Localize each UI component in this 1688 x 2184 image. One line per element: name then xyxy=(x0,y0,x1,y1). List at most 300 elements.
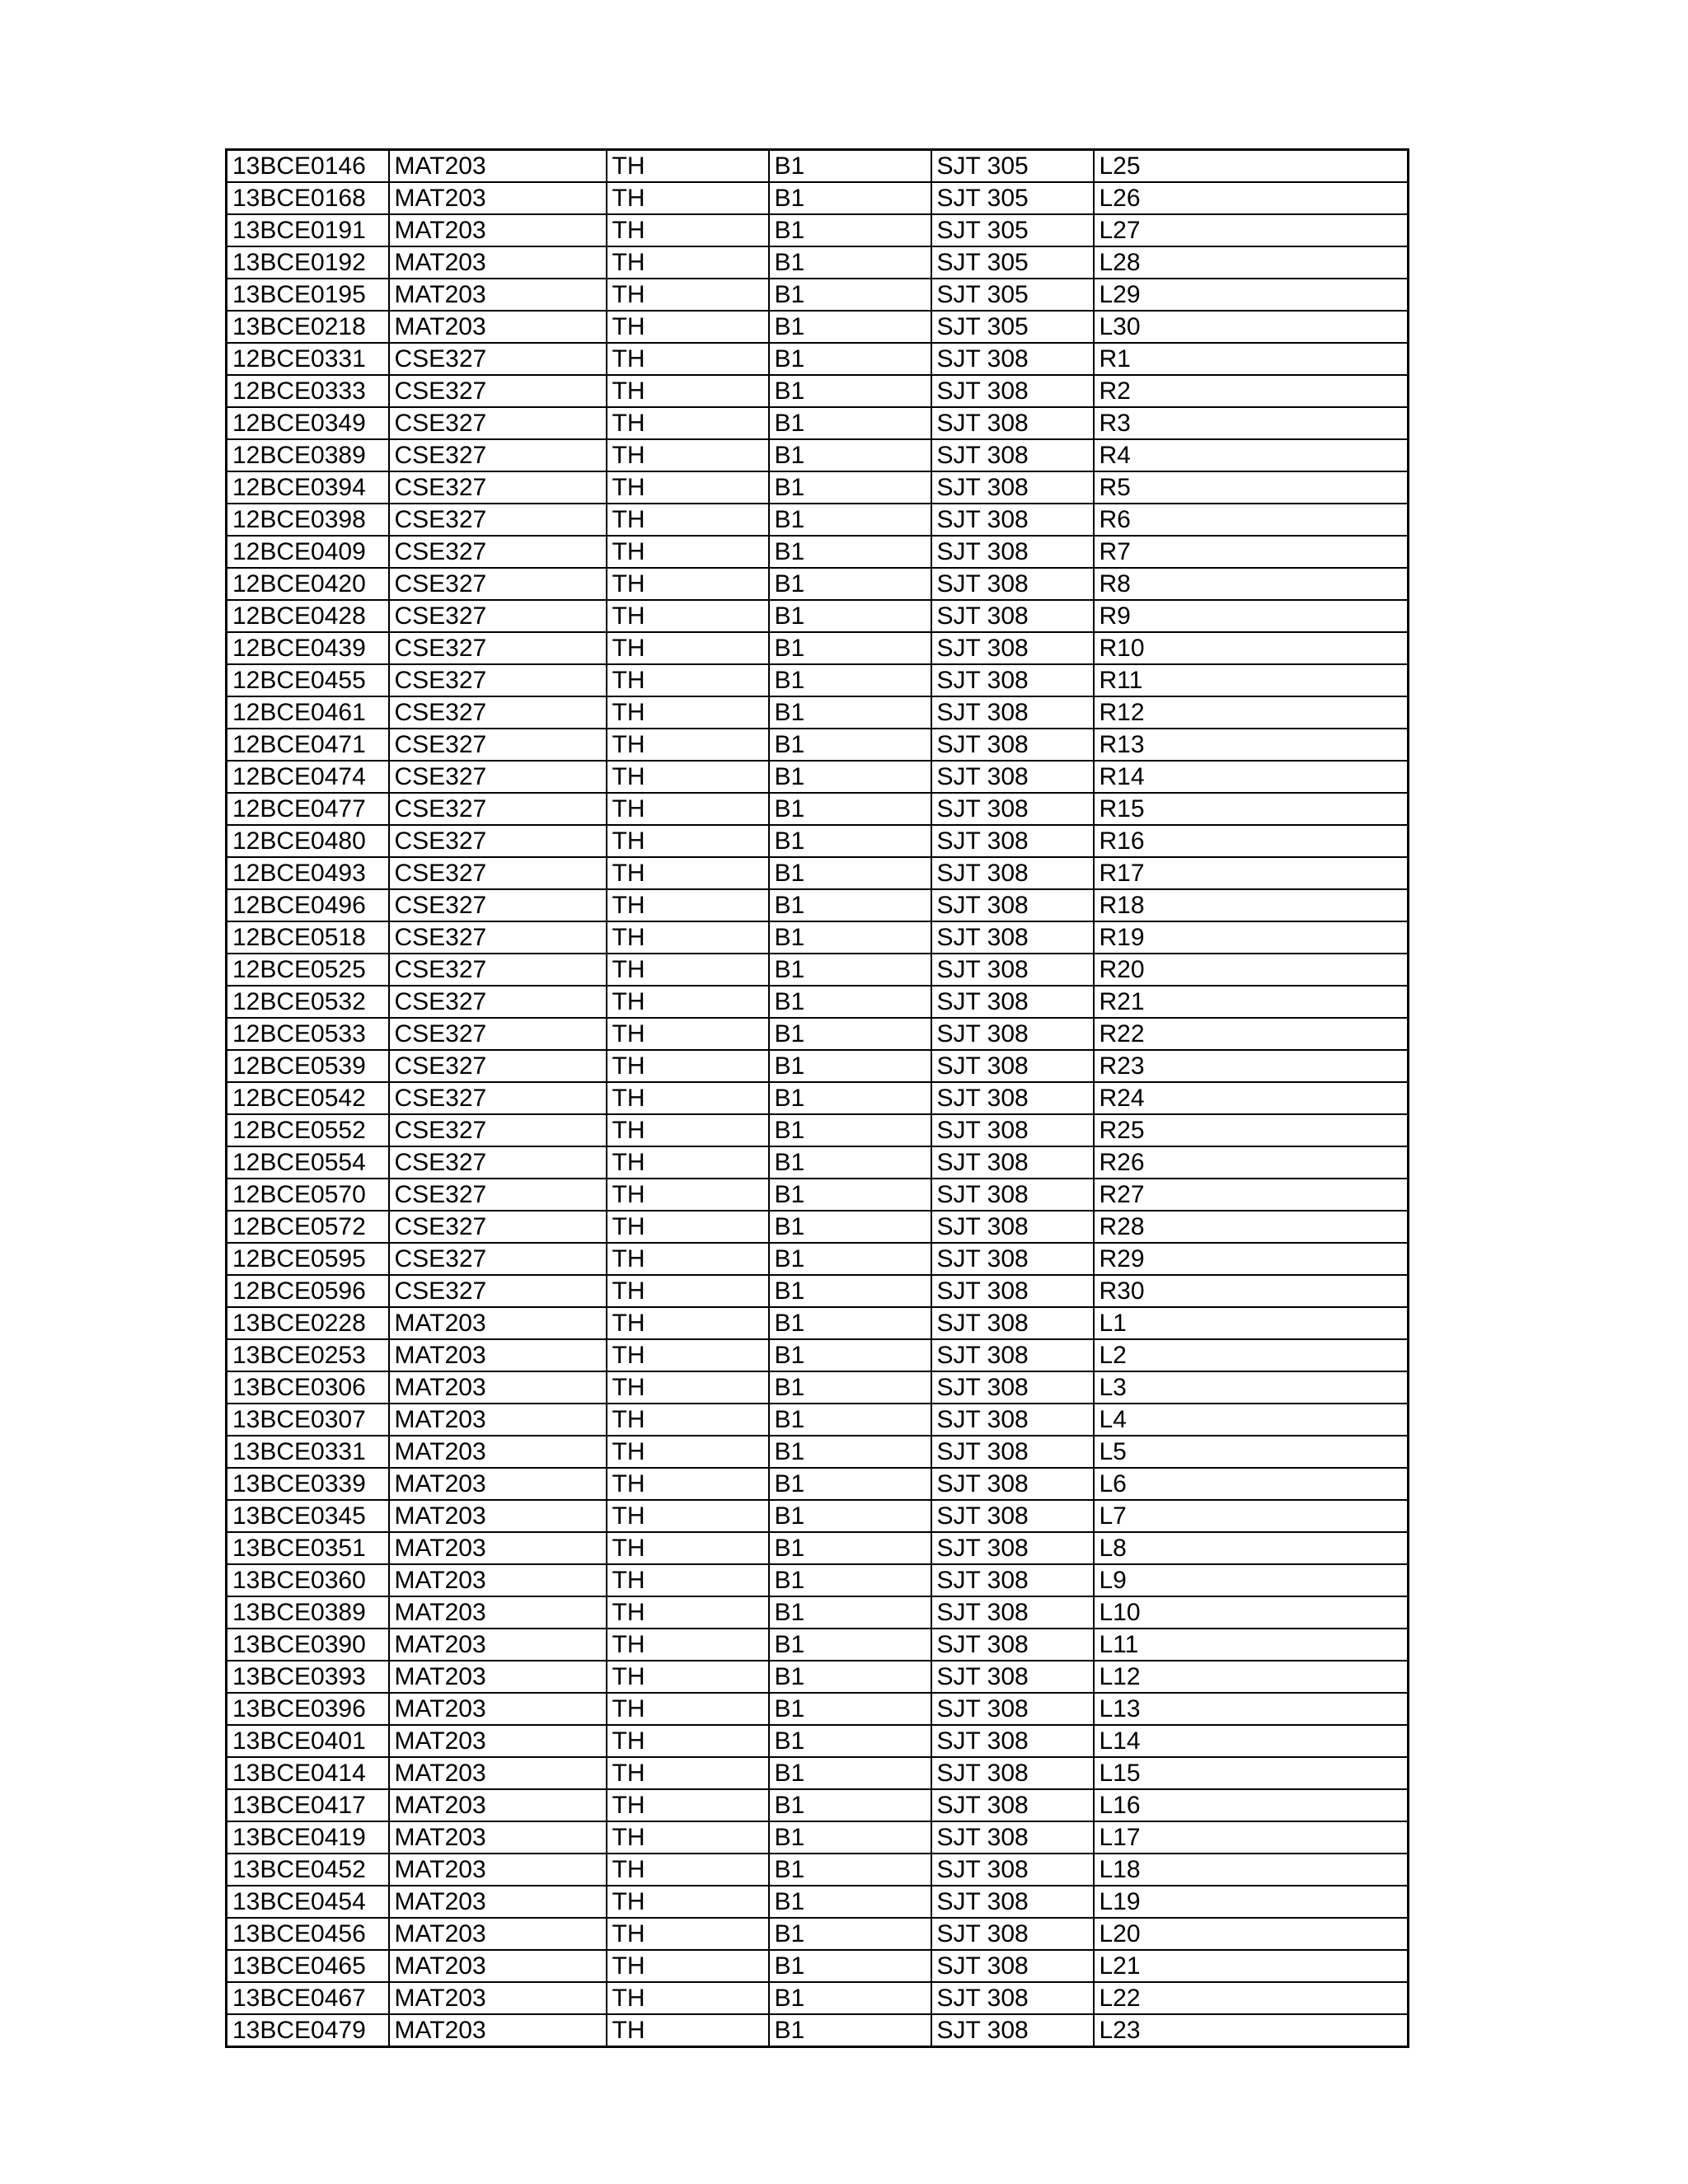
venue-cell: SJT 308 xyxy=(931,1275,1094,1307)
venue-cell: SJT 308 xyxy=(931,343,1094,375)
seat-cell: R17 xyxy=(1094,857,1409,889)
table-row xyxy=(227,986,1409,1018)
reg-no-cell: 12BCE0394 xyxy=(227,471,389,504)
type-cell: TH xyxy=(607,1275,769,1307)
reg-no-cell: 12BCE0461 xyxy=(227,696,389,729)
course-code-cell: CSE327 xyxy=(389,664,607,696)
table-row xyxy=(227,825,1409,857)
slot-cell: B1 xyxy=(769,214,931,246)
table-row xyxy=(227,1532,1409,1564)
table-row xyxy=(227,1950,1409,1982)
seat-cell: L16 xyxy=(1094,1789,1409,1821)
reg-no-cell: 12BCE0455 xyxy=(227,664,389,696)
course-code-cell: MAT203 xyxy=(389,1725,607,1757)
reg-no-cell: 12BCE0552 xyxy=(227,1114,389,1146)
type-cell: TH xyxy=(607,214,769,246)
seat-cell: L1 xyxy=(1094,1307,1409,1339)
type-cell: TH xyxy=(607,1018,769,1050)
venue-cell: SJT 305 xyxy=(931,311,1094,343)
reg-no-cell: 13BCE0467 xyxy=(227,1982,389,2014)
reg-no-cell: 13BCE0401 xyxy=(227,1725,389,1757)
course-code-cell: MAT203 xyxy=(389,1532,607,1564)
table-row xyxy=(227,761,1409,793)
course-code-cell: MAT203 xyxy=(389,1339,607,1371)
reg-no-cell: 13BCE0351 xyxy=(227,1532,389,1564)
slot-cell: B1 xyxy=(769,1950,931,1982)
slot-cell: B1 xyxy=(769,696,931,729)
course-code-cell: CSE327 xyxy=(389,986,607,1018)
slot-cell: B1 xyxy=(769,986,931,1018)
seat-cell: R24 xyxy=(1094,1082,1409,1114)
venue-cell: SJT 308 xyxy=(931,1693,1094,1725)
type-cell: TH xyxy=(607,1693,769,1725)
course-code-cell: MAT203 xyxy=(389,1307,607,1339)
venue-cell: SJT 308 xyxy=(931,1436,1094,1468)
seat-cell: R1 xyxy=(1094,343,1409,375)
venue-cell: SJT 305 xyxy=(931,182,1094,214)
type-cell: TH xyxy=(607,1371,769,1404)
slot-cell: B1 xyxy=(769,664,931,696)
venue-cell: SJT 308 xyxy=(931,1050,1094,1082)
table-row xyxy=(227,1596,1409,1629)
slot-cell: B1 xyxy=(769,793,931,825)
course-code-cell: CSE327 xyxy=(389,1146,607,1179)
table-row xyxy=(227,1371,1409,1404)
table-row xyxy=(227,504,1409,536)
course-code-cell: MAT203 xyxy=(389,1757,607,1789)
course-code-cell: MAT203 xyxy=(389,1661,607,1693)
type-cell: TH xyxy=(607,1050,769,1082)
table-row xyxy=(227,954,1409,986)
slot-cell: B1 xyxy=(769,1629,931,1661)
type-cell: TH xyxy=(607,696,769,729)
venue-cell: SJT 308 xyxy=(931,1918,1094,1950)
seat-cell: R14 xyxy=(1094,761,1409,793)
venue-cell: SJT 308 xyxy=(931,407,1094,439)
reg-no-cell: 12BCE0493 xyxy=(227,857,389,889)
table-row xyxy=(227,1114,1409,1146)
slot-cell: B1 xyxy=(769,279,931,311)
venue-cell: SJT 305 xyxy=(931,150,1094,183)
course-code-cell: MAT203 xyxy=(389,1982,607,2014)
slot-cell: B1 xyxy=(769,761,931,793)
table-row xyxy=(227,1275,1409,1307)
course-code-cell: MAT203 xyxy=(389,1468,607,1500)
venue-cell: SJT 305 xyxy=(931,246,1094,279)
reg-no-cell: 13BCE0168 xyxy=(227,182,389,214)
type-cell: TH xyxy=(607,889,769,921)
venue-cell: SJT 308 xyxy=(931,761,1094,793)
slot-cell: B1 xyxy=(769,246,931,279)
reg-no-cell: 13BCE0306 xyxy=(227,1371,389,1404)
table-row xyxy=(227,1436,1409,1468)
reg-no-cell: 13BCE0331 xyxy=(227,1436,389,1468)
type-cell: TH xyxy=(607,986,769,1018)
venue-cell: SJT 308 xyxy=(931,1532,1094,1564)
course-code-cell: MAT203 xyxy=(389,246,607,279)
table-row xyxy=(227,214,1409,246)
reg-no-cell: 13BCE0345 xyxy=(227,1500,389,1532)
venue-cell: SJT 308 xyxy=(931,921,1094,954)
course-code-cell: MAT203 xyxy=(389,1500,607,1532)
reg-no-cell: 12BCE0554 xyxy=(227,1146,389,1179)
reg-no-cell: 13BCE0479 xyxy=(227,2014,389,2047)
venue-cell: SJT 308 xyxy=(931,1211,1094,1243)
venue-cell: SJT 308 xyxy=(931,1596,1094,1629)
course-code-cell: CSE327 xyxy=(389,600,607,632)
table-row xyxy=(227,407,1409,439)
course-code-cell: MAT203 xyxy=(389,1404,607,1436)
seat-cell: L19 xyxy=(1094,1886,1409,1918)
slot-cell: B1 xyxy=(769,1564,931,1596)
course-code-cell: MAT203 xyxy=(389,1886,607,1918)
venue-cell: SJT 305 xyxy=(931,214,1094,246)
venue-cell: SJT 308 xyxy=(931,375,1094,407)
table-row xyxy=(227,1564,1409,1596)
slot-cell: B1 xyxy=(769,729,931,761)
seat-cell: L26 xyxy=(1094,182,1409,214)
type-cell: TH xyxy=(607,1211,769,1243)
course-code-cell: CSE327 xyxy=(389,729,607,761)
seat-cell: L23 xyxy=(1094,2014,1409,2047)
slot-cell: B1 xyxy=(769,311,931,343)
seat-cell: L13 xyxy=(1094,1693,1409,1725)
slot-cell: B1 xyxy=(769,1404,931,1436)
table-row xyxy=(227,1725,1409,1757)
seat-cell: R28 xyxy=(1094,1211,1409,1243)
seat-cell: R23 xyxy=(1094,1050,1409,1082)
seat-cell: R25 xyxy=(1094,1114,1409,1146)
slot-cell: B1 xyxy=(769,471,931,504)
seat-cell: L29 xyxy=(1094,279,1409,311)
reg-no-cell: 13BCE0456 xyxy=(227,1918,389,1950)
course-code-cell: CSE327 xyxy=(389,857,607,889)
reg-no-cell: 13BCE0389 xyxy=(227,1596,389,1629)
venue-cell: SJT 308 xyxy=(931,1018,1094,1050)
venue-cell: SJT 308 xyxy=(931,536,1094,568)
reg-no-cell: 12BCE0518 xyxy=(227,921,389,954)
type-cell: TH xyxy=(607,2014,769,2047)
type-cell: TH xyxy=(607,1404,769,1436)
venue-cell: SJT 308 xyxy=(931,1082,1094,1114)
course-code-cell: MAT203 xyxy=(389,150,607,183)
course-code-cell: MAT203 xyxy=(389,279,607,311)
type-cell: TH xyxy=(607,1596,769,1629)
seat-cell: R21 xyxy=(1094,986,1409,1018)
table-row xyxy=(227,696,1409,729)
reg-no-cell: 13BCE0228 xyxy=(227,1307,389,1339)
slot-cell: B1 xyxy=(769,536,931,568)
venue-cell: SJT 308 xyxy=(931,1307,1094,1339)
venue-cell: SJT 308 xyxy=(931,1661,1094,1693)
type-cell: TH xyxy=(607,1243,769,1275)
venue-cell: SJT 308 xyxy=(931,664,1094,696)
type-cell: TH xyxy=(607,536,769,568)
reg-no-cell: 12BCE0570 xyxy=(227,1179,389,1211)
course-code-cell: CSE327 xyxy=(389,889,607,921)
course-code-cell: CSE327 xyxy=(389,793,607,825)
venue-cell: SJT 308 xyxy=(931,825,1094,857)
reg-no-cell: 13BCE0218 xyxy=(227,311,389,343)
table-row xyxy=(227,1018,1409,1050)
course-code-cell: CSE327 xyxy=(389,761,607,793)
course-code-cell: CSE327 xyxy=(389,1082,607,1114)
seat-cell: R3 xyxy=(1094,407,1409,439)
table-row xyxy=(227,536,1409,568)
seat-cell: L12 xyxy=(1094,1661,1409,1693)
type-cell: TH xyxy=(607,1821,769,1854)
table-row xyxy=(227,1854,1409,1886)
reg-no-cell: 12BCE0428 xyxy=(227,600,389,632)
reg-no-cell: 12BCE0471 xyxy=(227,729,389,761)
course-code-cell: CSE327 xyxy=(389,696,607,729)
reg-no-cell: 12BCE0398 xyxy=(227,504,389,536)
slot-cell: B1 xyxy=(769,1821,931,1854)
type-cell: TH xyxy=(607,1146,769,1179)
type-cell: TH xyxy=(607,1339,769,1371)
seat-cell: R2 xyxy=(1094,375,1409,407)
type-cell: TH xyxy=(607,568,769,600)
venue-cell: SJT 308 xyxy=(931,1179,1094,1211)
course-code-cell: CSE327 xyxy=(389,407,607,439)
reg-no-cell: 13BCE0414 xyxy=(227,1757,389,1789)
type-cell: TH xyxy=(607,1436,769,1468)
slot-cell: B1 xyxy=(769,1596,931,1629)
seat-cell: R7 xyxy=(1094,536,1409,568)
slot-cell: B1 xyxy=(769,1886,931,1918)
table-row xyxy=(227,632,1409,664)
seat-cell: L2 xyxy=(1094,1339,1409,1371)
course-code-cell: CSE327 xyxy=(389,1179,607,1211)
type-cell: TH xyxy=(607,1982,769,2014)
table-row xyxy=(227,1821,1409,1854)
seat-cell: L10 xyxy=(1094,1596,1409,1629)
venue-cell: SJT 308 xyxy=(931,1789,1094,1821)
slot-cell: B1 xyxy=(769,1050,931,1082)
reg-no-cell: 12BCE0572 xyxy=(227,1211,389,1243)
course-code-cell: CSE327 xyxy=(389,504,607,536)
reg-no-cell: 12BCE0477 xyxy=(227,793,389,825)
venue-cell: SJT 308 xyxy=(931,889,1094,921)
venue-cell: SJT 308 xyxy=(931,793,1094,825)
type-cell: TH xyxy=(607,504,769,536)
slot-cell: B1 xyxy=(769,1436,931,1468)
reg-no-cell: 12BCE0409 xyxy=(227,536,389,568)
venue-cell: SJT 308 xyxy=(931,1500,1094,1532)
seat-cell: L7 xyxy=(1094,1500,1409,1532)
slot-cell: B1 xyxy=(769,407,931,439)
table-row xyxy=(227,1307,1409,1339)
slot-cell: B1 xyxy=(769,1146,931,1179)
course-code-cell: CSE327 xyxy=(389,1018,607,1050)
venue-cell: SJT 308 xyxy=(931,1629,1094,1661)
seat-cell: L14 xyxy=(1094,1725,1409,1757)
course-code-cell: CSE327 xyxy=(389,921,607,954)
reg-no-cell: 13BCE0195 xyxy=(227,279,389,311)
slot-cell: B1 xyxy=(769,504,931,536)
course-code-cell: MAT203 xyxy=(389,1918,607,1950)
seat-cell: L21 xyxy=(1094,1950,1409,1982)
slot-cell: B1 xyxy=(769,921,931,954)
table-row xyxy=(227,1179,1409,1211)
type-cell: TH xyxy=(607,1082,769,1114)
reg-no-cell: 13BCE0191 xyxy=(227,214,389,246)
slot-cell: B1 xyxy=(769,1275,931,1307)
seat-cell: R12 xyxy=(1094,696,1409,729)
reg-no-cell: 13BCE0452 xyxy=(227,1854,389,1886)
slot-cell: B1 xyxy=(769,1757,931,1789)
seat-cell: R22 xyxy=(1094,1018,1409,1050)
seat-allocation-table xyxy=(225,148,1409,2048)
table-row xyxy=(227,375,1409,407)
seat-cell: R15 xyxy=(1094,793,1409,825)
slot-cell: B1 xyxy=(769,1307,931,1339)
seat-cell: L9 xyxy=(1094,1564,1409,1596)
reg-no-cell: 13BCE0307 xyxy=(227,1404,389,1436)
venue-cell: SJT 308 xyxy=(931,439,1094,471)
type-cell: TH xyxy=(607,439,769,471)
venue-cell: SJT 308 xyxy=(931,568,1094,600)
type-cell: TH xyxy=(607,1854,769,1886)
course-code-cell: CSE327 xyxy=(389,536,607,568)
reg-no-cell: 12BCE0439 xyxy=(227,632,389,664)
type-cell: TH xyxy=(607,664,769,696)
slot-cell: B1 xyxy=(769,1211,931,1243)
table-row xyxy=(227,246,1409,279)
seat-cell: R13 xyxy=(1094,729,1409,761)
type-cell: TH xyxy=(607,1757,769,1789)
venue-cell: SJT 308 xyxy=(931,729,1094,761)
slot-cell: B1 xyxy=(769,600,931,632)
reg-no-cell: 13BCE0253 xyxy=(227,1339,389,1371)
table-row xyxy=(227,889,1409,921)
seat-cell: R26 xyxy=(1094,1146,1409,1179)
reg-no-cell: 12BCE0596 xyxy=(227,1275,389,1307)
course-code-cell: CSE327 xyxy=(389,1050,607,1082)
course-code-cell: MAT203 xyxy=(389,2014,607,2047)
type-cell: TH xyxy=(607,1468,769,1500)
reg-no-cell: 12BCE0349 xyxy=(227,407,389,439)
course-code-cell: MAT203 xyxy=(389,1629,607,1661)
table-row xyxy=(227,1661,1409,1693)
venue-cell: SJT 308 xyxy=(931,1886,1094,1918)
slot-cell: B1 xyxy=(769,1018,931,1050)
slot-cell: B1 xyxy=(769,1468,931,1500)
table-row xyxy=(227,150,1409,183)
seat-cell: L18 xyxy=(1094,1854,1409,1886)
reg-no-cell: 12BCE0389 xyxy=(227,439,389,471)
table-row xyxy=(227,439,1409,471)
table-row xyxy=(227,1500,1409,1532)
course-code-cell: CSE327 xyxy=(389,825,607,857)
reg-no-cell: 12BCE0333 xyxy=(227,375,389,407)
reg-no-cell: 12BCE0480 xyxy=(227,825,389,857)
venue-cell: SJT 308 xyxy=(931,1243,1094,1275)
venue-cell: SJT 308 xyxy=(931,1725,1094,1757)
table-row xyxy=(227,1243,1409,1275)
venue-cell: SJT 308 xyxy=(931,471,1094,504)
seat-cell: R16 xyxy=(1094,825,1409,857)
venue-cell: SJT 308 xyxy=(931,1468,1094,1500)
slot-cell: B1 xyxy=(769,632,931,664)
course-code-cell: CSE327 xyxy=(389,1243,607,1275)
table-row xyxy=(227,1468,1409,1500)
type-cell: TH xyxy=(607,1950,769,1982)
type-cell: TH xyxy=(607,1307,769,1339)
course-code-cell: CSE327 xyxy=(389,439,607,471)
course-code-cell: MAT203 xyxy=(389,1371,607,1404)
slot-cell: B1 xyxy=(769,1339,931,1371)
seat-cell: L3 xyxy=(1094,1371,1409,1404)
seat-cell: R10 xyxy=(1094,632,1409,664)
seat-cell: L8 xyxy=(1094,1532,1409,1564)
venue-cell: SJT 308 xyxy=(931,1982,1094,2014)
type-cell: TH xyxy=(607,343,769,375)
slot-cell: B1 xyxy=(769,1854,931,1886)
seat-cell: L22 xyxy=(1094,1982,1409,2014)
slot-cell: B1 xyxy=(769,1500,931,1532)
course-code-cell: MAT203 xyxy=(389,1564,607,1596)
type-cell: TH xyxy=(607,825,769,857)
reg-no-cell: 13BCE0419 xyxy=(227,1821,389,1854)
seat-cell: R8 xyxy=(1094,568,1409,600)
type-cell: TH xyxy=(607,857,769,889)
type-cell: TH xyxy=(607,1725,769,1757)
table-row xyxy=(227,1082,1409,1114)
reg-no-cell: 13BCE0192 xyxy=(227,246,389,279)
type-cell: TH xyxy=(607,407,769,439)
slot-cell: B1 xyxy=(769,1725,931,1757)
venue-cell: SJT 308 xyxy=(931,632,1094,664)
reg-no-cell: 13BCE0146 xyxy=(227,150,389,183)
venue-cell: SJT 308 xyxy=(931,857,1094,889)
slot-cell: B1 xyxy=(769,375,931,407)
seat-cell: L27 xyxy=(1094,214,1409,246)
table-row xyxy=(227,1886,1409,1918)
course-code-cell: CSE327 xyxy=(389,343,607,375)
course-code-cell: MAT203 xyxy=(389,1436,607,1468)
table-row xyxy=(227,1629,1409,1661)
slot-cell: B1 xyxy=(769,1114,931,1146)
type-cell: TH xyxy=(607,279,769,311)
venue-cell: SJT 308 xyxy=(931,1950,1094,1982)
reg-no-cell: 12BCE0532 xyxy=(227,986,389,1018)
seat-cell: R30 xyxy=(1094,1275,1409,1307)
type-cell: TH xyxy=(607,793,769,825)
seat-cell: L4 xyxy=(1094,1404,1409,1436)
venue-cell: SJT 308 xyxy=(931,1757,1094,1789)
seat-cell: R9 xyxy=(1094,600,1409,632)
venue-cell: SJT 308 xyxy=(931,1339,1094,1371)
course-code-cell: CSE327 xyxy=(389,1275,607,1307)
reg-no-cell: 12BCE0542 xyxy=(227,1082,389,1114)
table-row xyxy=(227,793,1409,825)
type-cell: TH xyxy=(607,1886,769,1918)
type-cell: TH xyxy=(607,1789,769,1821)
reg-no-cell: 13BCE0417 xyxy=(227,1789,389,1821)
table-row xyxy=(227,568,1409,600)
type-cell: TH xyxy=(607,761,769,793)
type-cell: TH xyxy=(607,600,769,632)
venue-cell: SJT 308 xyxy=(931,1821,1094,1854)
type-cell: TH xyxy=(607,729,769,761)
venue-cell: SJT 305 xyxy=(931,279,1094,311)
slot-cell: B1 xyxy=(769,150,931,183)
type-cell: TH xyxy=(607,1500,769,1532)
venue-cell: SJT 308 xyxy=(931,1854,1094,1886)
type-cell: TH xyxy=(607,471,769,504)
reg-no-cell: 12BCE0595 xyxy=(227,1243,389,1275)
